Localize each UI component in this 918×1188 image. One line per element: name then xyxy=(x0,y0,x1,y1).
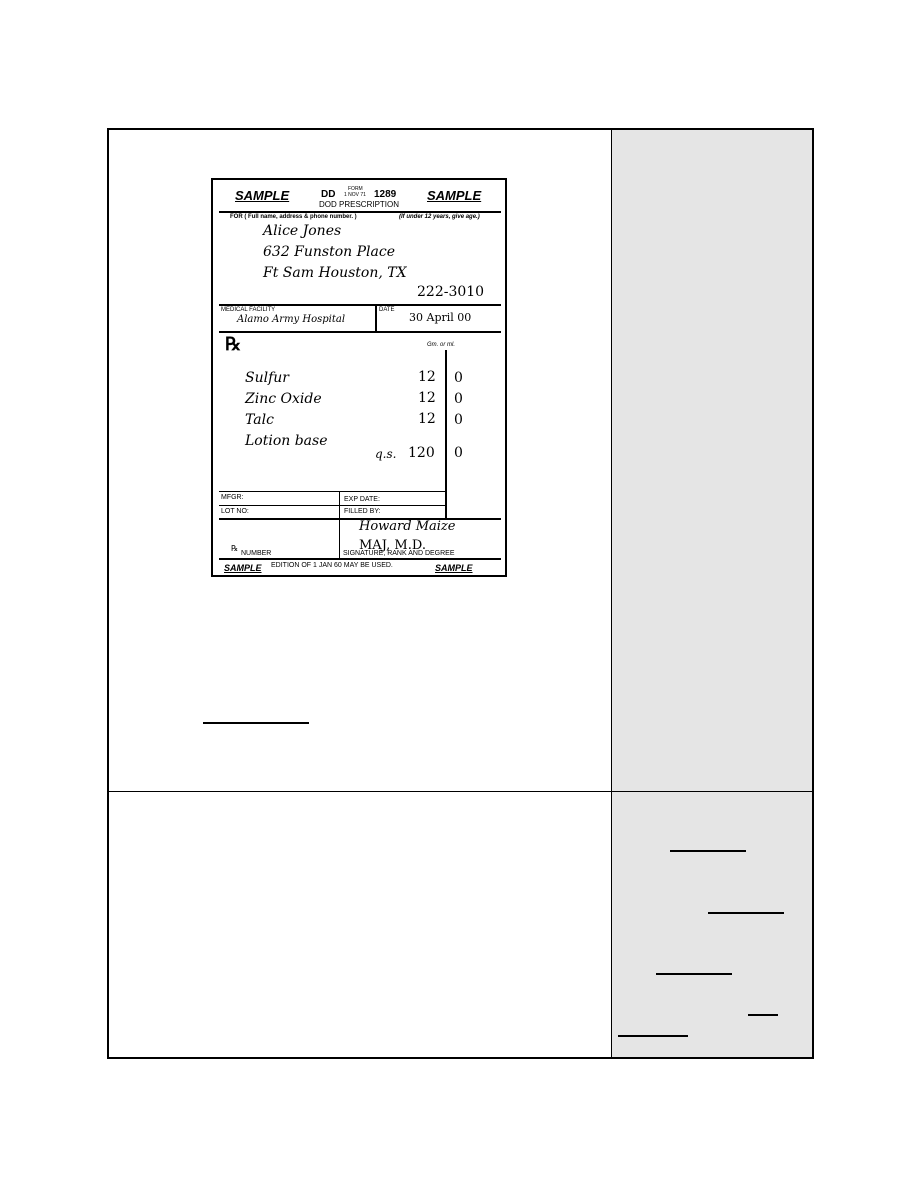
patient-phone: 222-3010 xyxy=(417,284,485,300)
lot-top-line xyxy=(219,505,447,506)
ingredient-decimal: 0 xyxy=(454,445,463,461)
footer-sample-left: SAMPLE xyxy=(224,563,262,573)
answer-blank xyxy=(670,850,746,852)
units-label: Gm. or ml. xyxy=(427,342,455,348)
form-divider xyxy=(219,304,501,306)
form-divider xyxy=(219,211,501,213)
form-divider xyxy=(219,558,501,560)
form-date: 1 NOV 71 xyxy=(344,192,366,198)
date-value: 30 April 00 xyxy=(409,311,472,324)
answer-panel-top xyxy=(611,130,812,791)
sample-label-right: SAMPLE xyxy=(427,188,482,203)
medical-facility-value: Alamo Army Hospital xyxy=(237,314,346,325)
ingredient-decimal: 0 xyxy=(454,412,463,428)
age-label: (If under 12 years, give age.) xyxy=(399,214,480,220)
patient-name: Alice Jones xyxy=(263,223,342,239)
signature-label: SIGNATURE, RANK AND DEGREE xyxy=(343,550,455,557)
answer-panel-bottom xyxy=(611,791,812,1057)
rx-number-label: NUMBER xyxy=(241,550,272,557)
ingredient-amount: 120 xyxy=(408,445,435,461)
answer-blank xyxy=(748,1014,778,1016)
footer-edition: EDITION OF 1 JAN 60 MAY BE USED. xyxy=(271,562,393,569)
answer-blank xyxy=(203,722,309,724)
form-number: 1289 xyxy=(374,189,397,200)
lower-text-cell xyxy=(109,791,611,1057)
ingredient-name: Sulfur xyxy=(245,370,289,386)
ingredient-decimal: 0 xyxy=(454,370,463,386)
answer-blank xyxy=(618,1035,688,1037)
footer-sample-right: SAMPLE xyxy=(435,563,473,573)
form-dd: DD xyxy=(321,189,336,200)
dod-prescription-form xyxy=(211,178,507,577)
ingredient-name: Lotion base xyxy=(245,433,328,449)
ingredient-name: Talc xyxy=(245,412,274,428)
form-divider xyxy=(219,331,501,333)
filled-by-label: FILLED BY: xyxy=(344,508,381,515)
lot-no-label: LOT NO: xyxy=(221,508,249,515)
patient-address-line1: 632 Funston Place xyxy=(263,244,395,260)
patient-address-line2: Ft Sam Houston, TX xyxy=(263,265,407,281)
ingredient-amount: 12 xyxy=(418,390,436,406)
ingredient-qs: q.s. xyxy=(375,447,397,461)
date-divider xyxy=(375,304,377,332)
ingredient-decimal: 0 xyxy=(454,391,463,407)
rx-number-symbol: ℞ xyxy=(231,544,239,553)
rx-symbol: ℞ xyxy=(225,334,242,354)
form-label: FORM xyxy=(348,186,363,192)
ingredient-amount: 12 xyxy=(418,369,436,385)
ingredient-name: Zinc Oxide xyxy=(245,391,322,407)
prescriber-name: Howard Maize xyxy=(359,519,456,534)
form-title: DOD PRESCRIPTION xyxy=(319,200,400,209)
mfgr-top-line xyxy=(219,491,447,492)
answer-blank xyxy=(708,912,784,914)
for-label: FOR ( Full name, address & phone number. ) xyxy=(230,214,357,220)
ingredient-amount: 12 xyxy=(418,411,436,427)
decimal-column-line xyxy=(445,350,447,520)
box-divider xyxy=(339,491,340,559)
medical-facility-label: MEDICAL FACILITY xyxy=(221,307,276,313)
mfgr-label: MFGR: xyxy=(221,494,244,501)
answer-blank xyxy=(656,973,732,975)
exp-date-label: EXP DATE: xyxy=(344,496,380,503)
date-label: DATE xyxy=(379,307,395,313)
sample-label-left: SAMPLE xyxy=(235,188,290,203)
prescriber-rank: MAJ, M.D. xyxy=(359,538,426,553)
